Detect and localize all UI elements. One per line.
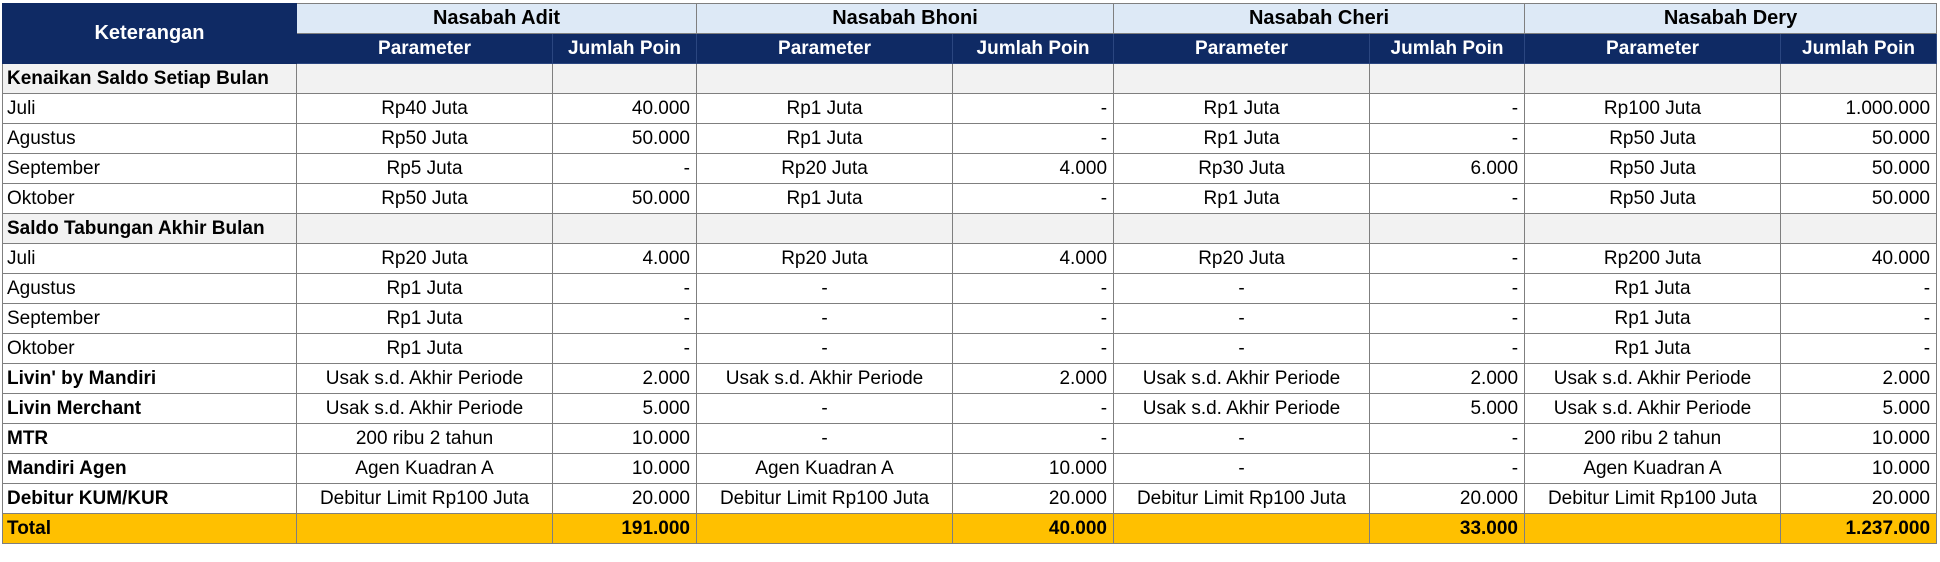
parameter-cell: Rp100 Juta bbox=[1525, 94, 1781, 124]
parameter-cell: Rp20 Juta bbox=[1114, 244, 1370, 274]
empty-cell bbox=[953, 214, 1114, 244]
row-label: Juli bbox=[3, 244, 297, 274]
empty-cell bbox=[697, 214, 953, 244]
empty-cell bbox=[1114, 214, 1370, 244]
poin-cell: - bbox=[953, 184, 1114, 214]
parameter-cell: Agen Kuadran A bbox=[297, 454, 553, 484]
parameter-cell: Rp20 Juta bbox=[697, 154, 953, 184]
poin-cell: - bbox=[953, 304, 1114, 334]
header-parameter: Parameter bbox=[697, 34, 953, 64]
row-label: Oktober bbox=[3, 184, 297, 214]
parameter-cell: Rp30 Juta bbox=[1114, 154, 1370, 184]
parameter-cell: Usak s.d. Akhir Periode bbox=[697, 364, 953, 394]
parameter-cell: Rp20 Juta bbox=[297, 244, 553, 274]
parameter-cell: Rp1 Juta bbox=[1114, 94, 1370, 124]
poin-cell: - bbox=[1781, 274, 1937, 304]
poin-cell: 10.000 bbox=[553, 424, 697, 454]
empty-cell bbox=[297, 214, 553, 244]
table-row bbox=[3, 184, 1937, 214]
poin-cell: - bbox=[953, 124, 1114, 154]
row-label: Juli bbox=[3, 94, 297, 124]
header-row-nasabah bbox=[3, 4, 1937, 34]
table-body bbox=[3, 64, 1937, 514]
parameter-cell: Debitur Limit Rp100 Juta bbox=[1525, 484, 1781, 514]
poin-cell: 4.000 bbox=[953, 244, 1114, 274]
poin-cell: - bbox=[1370, 454, 1525, 484]
empty-cell bbox=[1781, 214, 1937, 244]
row-label: Agustus bbox=[3, 124, 297, 154]
parameter-cell: - bbox=[697, 304, 953, 334]
header-nasabah-adit: Nasabah Adit bbox=[297, 4, 697, 34]
poin-cell: - bbox=[1370, 424, 1525, 454]
table-row bbox=[3, 454, 1937, 484]
poin-cell: - bbox=[553, 334, 697, 364]
section-label: Saldo Tabungan Akhir Bulan bbox=[3, 214, 297, 244]
poin-cell: 50.000 bbox=[553, 124, 697, 154]
poin-cell: 4.000 bbox=[953, 154, 1114, 184]
parameter-cell: Usak s.d. Akhir Periode bbox=[297, 394, 553, 424]
poin-cell: 5.000 bbox=[553, 394, 697, 424]
parameter-cell: Usak s.d. Akhir Periode bbox=[1114, 394, 1370, 424]
parameter-cell: - bbox=[697, 334, 953, 364]
section-label: Kenaikan Saldo Setiap Bulan bbox=[3, 64, 297, 94]
header-jumlah-poin: Jumlah Poin bbox=[953, 34, 1114, 64]
header-jumlah-poin: Jumlah Poin bbox=[1781, 34, 1937, 64]
row-label: MTR bbox=[3, 424, 297, 454]
poin-cell: - bbox=[1781, 304, 1937, 334]
poin-cell: 2.000 bbox=[953, 364, 1114, 394]
parameter-cell: - bbox=[1114, 334, 1370, 364]
poin-cell: - bbox=[1781, 334, 1937, 364]
poin-cell: - bbox=[553, 154, 697, 184]
parameter-cell: - bbox=[1114, 454, 1370, 484]
table-row bbox=[3, 94, 1937, 124]
poin-cell: 1.000.000 bbox=[1781, 94, 1937, 124]
parameter-cell: Rp1 Juta bbox=[697, 94, 953, 124]
poin-cell: 6.000 bbox=[1370, 154, 1525, 184]
empty-cell bbox=[1525, 214, 1781, 244]
row-label: Mandiri Agen bbox=[3, 454, 297, 484]
poin-cell: - bbox=[1370, 304, 1525, 334]
poin-cell: - bbox=[1370, 184, 1525, 214]
header-jumlah-poin: Jumlah Poin bbox=[553, 34, 697, 64]
empty-cell bbox=[1114, 64, 1370, 94]
poin-cell: 20.000 bbox=[953, 484, 1114, 514]
row-label: Livin' by Mandiri bbox=[3, 364, 297, 394]
table-row bbox=[3, 124, 1937, 154]
parameter-cell: Rp50 Juta bbox=[1525, 154, 1781, 184]
parameter-cell: Rp1 Juta bbox=[697, 184, 953, 214]
poin-cell: - bbox=[953, 334, 1114, 364]
poin-cell: 50.000 bbox=[1781, 184, 1937, 214]
parameter-cell: Rp1 Juta bbox=[1525, 274, 1781, 304]
poin-cell: 50.000 bbox=[553, 184, 697, 214]
poin-cell: - bbox=[553, 274, 697, 304]
parameter-cell: - bbox=[697, 394, 953, 424]
parameter-cell: Rp20 Juta bbox=[697, 244, 953, 274]
empty-cell bbox=[1781, 64, 1937, 94]
header-nasabah-bhoni: Nasabah Bhoni bbox=[697, 4, 1114, 34]
row-label: September bbox=[3, 304, 297, 334]
parameter-cell: Rp1 Juta bbox=[1525, 334, 1781, 364]
poin-cell: 10.000 bbox=[1781, 454, 1937, 484]
poin-cell: - bbox=[553, 304, 697, 334]
total-row bbox=[3, 514, 1937, 544]
poin-cell: 2.000 bbox=[1781, 364, 1937, 394]
row-label: September bbox=[3, 154, 297, 184]
row-label: Livin Merchant bbox=[3, 394, 297, 424]
parameter-cell: Rp1 Juta bbox=[297, 304, 553, 334]
parameter-cell: - bbox=[697, 274, 953, 304]
poin-cell: - bbox=[1370, 244, 1525, 274]
parameter-cell: Agen Kuadran A bbox=[697, 454, 953, 484]
poin-cell: - bbox=[953, 424, 1114, 454]
section-row bbox=[3, 64, 1937, 94]
table-row bbox=[3, 424, 1937, 454]
row-label: Agustus bbox=[3, 274, 297, 304]
empty-cell bbox=[1370, 214, 1525, 244]
parameter-cell: 200 ribu 2 tahun bbox=[297, 424, 553, 454]
total-spacer bbox=[297, 514, 553, 544]
empty-cell bbox=[553, 64, 697, 94]
parameter-cell: Rp50 Juta bbox=[297, 184, 553, 214]
poin-cell: 2.000 bbox=[553, 364, 697, 394]
total-spacer bbox=[697, 514, 953, 544]
parameter-cell: Debitur Limit Rp100 Juta bbox=[697, 484, 953, 514]
poin-cell: 50.000 bbox=[1781, 154, 1937, 184]
parameter-cell: Rp1 Juta bbox=[1525, 304, 1781, 334]
poin-cell: 2.000 bbox=[1370, 364, 1525, 394]
poin-cell: 10.000 bbox=[553, 454, 697, 484]
parameter-cell: Rp50 Juta bbox=[1525, 124, 1781, 154]
poin-table bbox=[2, 3, 1937, 544]
table-row bbox=[3, 274, 1937, 304]
parameter-cell: Debitur Limit Rp100 Juta bbox=[1114, 484, 1370, 514]
header-nasabah-dery: Nasabah Dery bbox=[1525, 4, 1937, 34]
parameter-cell: Rp5 Juta bbox=[297, 154, 553, 184]
parameter-cell: Rp50 Juta bbox=[297, 124, 553, 154]
header-nasabah-cheri: Nasabah Cheri bbox=[1114, 4, 1525, 34]
header-parameter: Parameter bbox=[297, 34, 553, 64]
table-row bbox=[3, 304, 1937, 334]
parameter-cell: - bbox=[1114, 304, 1370, 334]
parameter-cell: Rp1 Juta bbox=[1114, 124, 1370, 154]
poin-cell: 5.000 bbox=[1370, 394, 1525, 424]
poin-cell: - bbox=[953, 274, 1114, 304]
poin-cell: - bbox=[1370, 334, 1525, 364]
poin-cell: 20.000 bbox=[553, 484, 697, 514]
poin-cell: 20.000 bbox=[1781, 484, 1937, 514]
row-label: Oktober bbox=[3, 334, 297, 364]
parameter-cell: - bbox=[697, 424, 953, 454]
total-spacer bbox=[1114, 514, 1370, 544]
poin-cell: - bbox=[1370, 124, 1525, 154]
parameter-cell: Rp50 Juta bbox=[1525, 184, 1781, 214]
empty-cell bbox=[553, 214, 697, 244]
parameter-cell: - bbox=[1114, 424, 1370, 454]
parameter-cell: Rp40 Juta bbox=[297, 94, 553, 124]
header-keterangan: Keterangan bbox=[3, 4, 297, 64]
empty-cell bbox=[1525, 64, 1781, 94]
empty-cell bbox=[953, 64, 1114, 94]
header-jumlah-poin: Jumlah Poin bbox=[1370, 34, 1525, 64]
parameter-cell: Rp1 Juta bbox=[1114, 184, 1370, 214]
poin-cell: 40.000 bbox=[1781, 244, 1937, 274]
poin-cell: 40.000 bbox=[553, 94, 697, 124]
table-row bbox=[3, 244, 1937, 274]
total-value-dery: 1.237.000 bbox=[1781, 514, 1937, 544]
parameter-cell: Rp1 Juta bbox=[697, 124, 953, 154]
table-row bbox=[3, 484, 1937, 514]
poin-cell: 5.000 bbox=[1781, 394, 1937, 424]
total-label: Total bbox=[3, 514, 297, 544]
empty-cell bbox=[1370, 64, 1525, 94]
parameter-cell: Rp1 Juta bbox=[297, 334, 553, 364]
header-parameter: Parameter bbox=[1114, 34, 1370, 64]
parameter-cell: 200 ribu 2 tahun bbox=[1525, 424, 1781, 454]
poin-cell: 4.000 bbox=[553, 244, 697, 274]
poin-cell: - bbox=[953, 394, 1114, 424]
poin-cell: 50.000 bbox=[1781, 124, 1937, 154]
parameter-cell: Usak s.d. Akhir Periode bbox=[1114, 364, 1370, 394]
poin-cell: 10.000 bbox=[1781, 424, 1937, 454]
table-row bbox=[3, 154, 1937, 184]
table-row bbox=[3, 334, 1937, 364]
empty-cell bbox=[297, 64, 553, 94]
parameter-cell: - bbox=[1114, 274, 1370, 304]
parameter-cell: Usak s.d. Akhir Periode bbox=[1525, 364, 1781, 394]
table-row bbox=[3, 364, 1937, 394]
total-value-adit: 191.000 bbox=[553, 514, 697, 544]
total-spacer bbox=[1525, 514, 1781, 544]
poin-cell: - bbox=[1370, 274, 1525, 304]
parameter-cell: Usak s.d. Akhir Periode bbox=[1525, 394, 1781, 424]
poin-cell: - bbox=[1370, 94, 1525, 124]
parameter-cell: Rp1 Juta bbox=[297, 274, 553, 304]
table-row bbox=[3, 394, 1937, 424]
parameter-cell: Usak s.d. Akhir Periode bbox=[297, 364, 553, 394]
section-row bbox=[3, 214, 1937, 244]
poin-cell: 20.000 bbox=[1370, 484, 1525, 514]
total-value-cheri: 33.000 bbox=[1370, 514, 1525, 544]
total-value-bhoni: 40.000 bbox=[953, 514, 1114, 544]
parameter-cell: Rp200 Juta bbox=[1525, 244, 1781, 274]
row-label: Debitur KUM/KUR bbox=[3, 484, 297, 514]
parameter-cell: Debitur Limit Rp100 Juta bbox=[297, 484, 553, 514]
parameter-cell: Agen Kuadran A bbox=[1525, 454, 1781, 484]
empty-cell bbox=[697, 64, 953, 94]
poin-cell: - bbox=[953, 94, 1114, 124]
poin-cell: 10.000 bbox=[953, 454, 1114, 484]
header-parameter: Parameter bbox=[1525, 34, 1781, 64]
